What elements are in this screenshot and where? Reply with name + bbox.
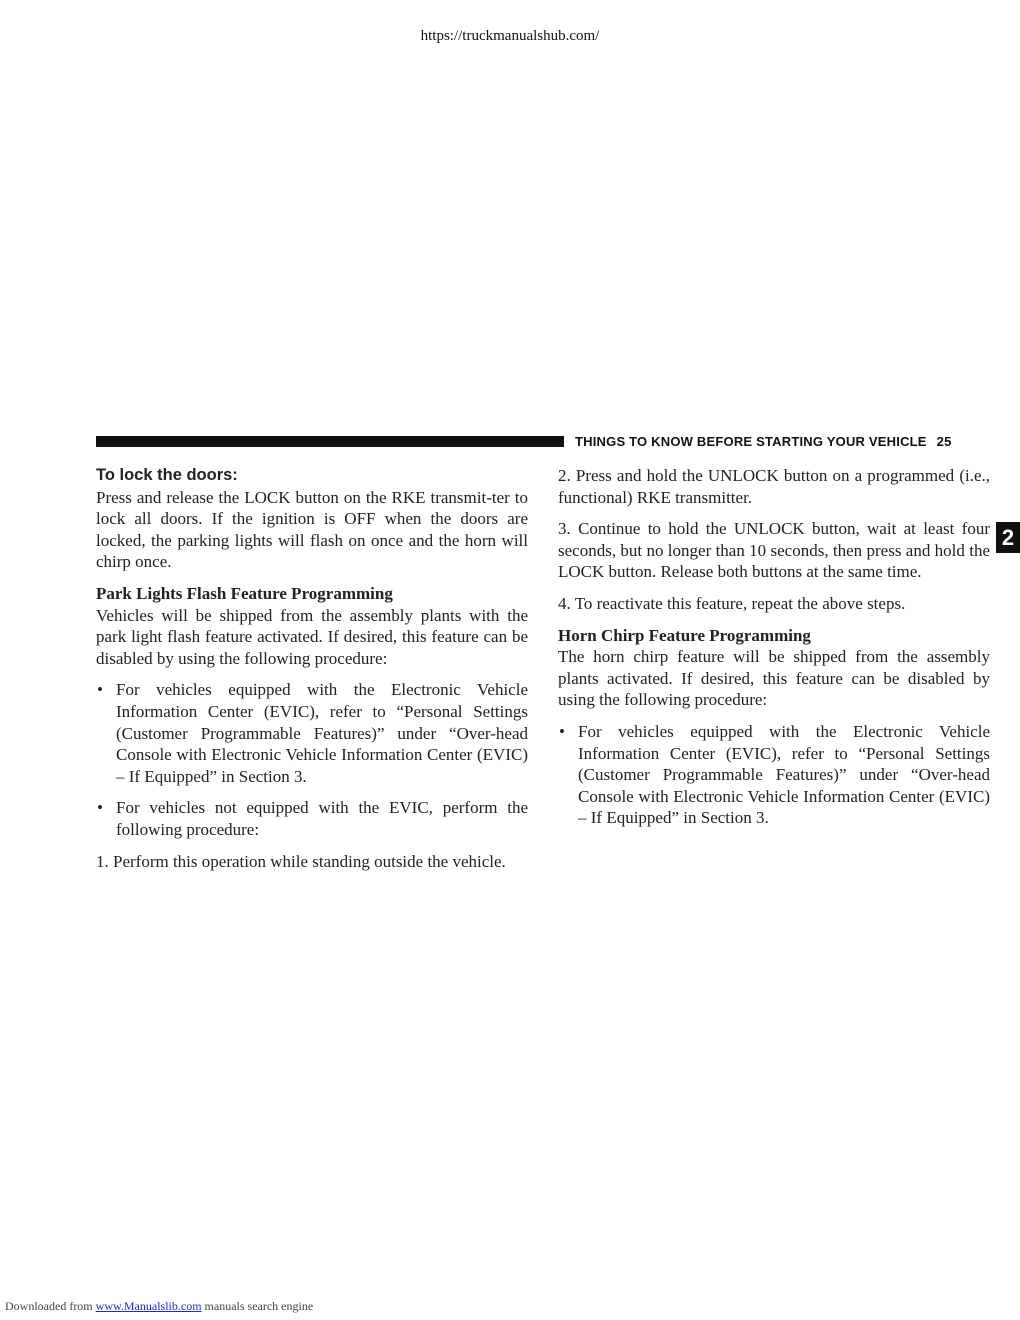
- bullet-text: For vehicles equipped with the Electronic Vehicle Information Center (EVIC), refer to “Personal Settings (Customer Programmable Features)” under “Over-head Console with Electronic Vehicle Information Center (EVIC) – If Equipped” in Section 3.: [116, 680, 528, 786]
- list-item: [558, 721, 990, 829]
- bullet-icon: •: [97, 798, 103, 818]
- list-item: [96, 679, 528, 787]
- horn-chirp-heading: Horn Chirp Feature Programming: [558, 625, 811, 645]
- bullet-text: For vehicles not equipped with the EVIC, perform the following procedure:: [116, 798, 528, 839]
- park-lights-text: Vehicles will be shipped from the assembly plants with the park light flash feature activated. If desired, this feature can be disabled by using the following procedure:: [96, 605, 528, 668]
- download-footer: [5, 1299, 313, 1314]
- bullet-icon: •: [97, 680, 103, 700]
- step-2: 2. Press and hold the UNLOCK button on a programmed (i.e., functional) RKE transmitter.: [558, 466, 990, 507]
- footer-prefix: Downloaded from: [5, 1299, 93, 1313]
- list-item: [96, 797, 528, 840]
- chapter-title: THINGS TO KNOW BEFORE STARTING YOUR VEHICLE: [575, 434, 927, 449]
- header-rule: [96, 436, 564, 447]
- footer-suffix: manuals search engine: [204, 1299, 314, 1313]
- running-header: [575, 434, 952, 449]
- bullet-icon: •: [559, 721, 565, 741]
- manualslib-link[interactable]: www.Manualslib.com: [95, 1299, 202, 1313]
- source-url: https://truckmanualshub.com/: [420, 28, 600, 44]
- horn-chirp-text: The horn chirp feature will be shipped from the assembly plants activated. If desired, this feature can be disabled by using the following procedure:: [558, 647, 990, 710]
- step-3: 3. Continue to hold the UNLOCK button, wait at least four seconds, but no longer than 10 seconds, then press and hold the LOCK button. Release both buttons at the same time.: [558, 519, 990, 582]
- left-column: [96, 465, 528, 872]
- step-4: 4. To reactivate this feature, repeat the above steps.: [558, 593, 906, 613]
- page-number: 25: [936, 434, 952, 449]
- right-column: [558, 465, 990, 829]
- section-tab: 2: [996, 522, 1020, 553]
- park-lights-heading: Park Lights Flash Feature Programming: [96, 583, 393, 603]
- lock-doors-heading: To lock the doors:: [96, 466, 238, 484]
- step-1: 1. Perform this operation while standing outside the vehicle.: [96, 851, 506, 871]
- bullet-text: For vehicles equipped with the Electronic Vehicle Information Center (EVIC), refer to “Personal Settings (Customer Programmable Features)” under “Over-head Console with Electronic Vehicle Information Center (EVIC) – If Equipped” in Section 3.: [578, 721, 990, 828]
- lock-doors-text: Press and release the LOCK button on the RKE transmit-ter to lock all doors. If the ignition is OFF when the doors are locked, the parking lights will flash on once and the horn will chirp once.: [96, 487, 528, 572]
